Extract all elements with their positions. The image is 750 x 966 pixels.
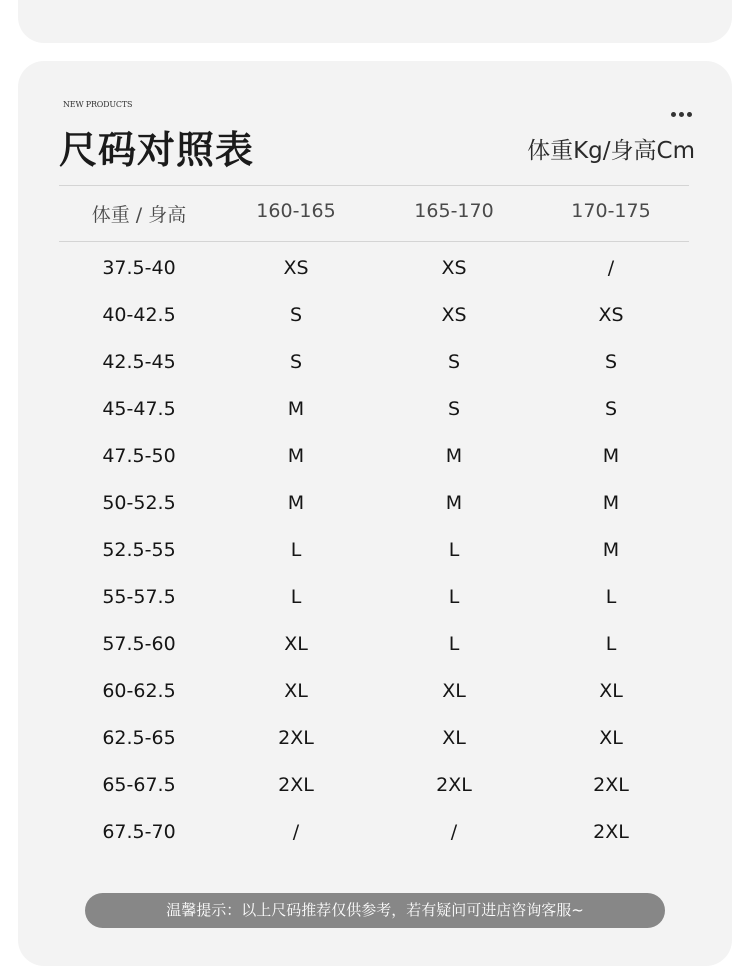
table-row	[18, 257, 732, 304]
size-cell: L	[290, 539, 302, 561]
size-cell: XL	[442, 680, 466, 702]
table-row	[18, 727, 732, 774]
weight-cell: 67.5-70	[102, 821, 176, 843]
size-cell: XL	[599, 727, 623, 749]
header-height-165-170: 165-170	[414, 200, 494, 222]
weight-cell: 37.5-40	[102, 257, 176, 279]
weight-cell: 60-62.5	[102, 680, 176, 702]
table-row	[18, 445, 732, 492]
size-cell: XS	[441, 257, 467, 279]
weight-cell: 57.5-60	[102, 633, 176, 655]
size-cell: XL	[284, 633, 308, 655]
size-cell: 2XL	[436, 774, 472, 796]
weight-cell: 62.5-65	[102, 727, 176, 749]
table-row	[18, 351, 732, 398]
more-dot	[679, 112, 684, 117]
size-cell: 2XL	[278, 727, 314, 749]
size-cell: XS	[283, 257, 309, 279]
weight-cell: 50-52.5	[102, 492, 176, 514]
size-cell: XS	[598, 304, 624, 326]
table-body	[18, 257, 732, 868]
size-cell: /	[292, 821, 300, 843]
table-row	[18, 680, 732, 727]
table-row	[18, 539, 732, 586]
header-divider-bottom	[59, 241, 689, 242]
size-chart-card	[18, 61, 732, 966]
size-cell: 2XL	[278, 774, 314, 796]
size-cell: /	[450, 821, 458, 843]
size-cell: XL	[599, 680, 623, 702]
new-products-tag: NEW PRODUCTS	[63, 100, 133, 109]
size-cell: L	[448, 633, 460, 655]
tip-banner: 温馨提示：以上尺码推荐仅供参考，若有疑问可进店咨询客服~	[85, 893, 665, 928]
size-cell: L	[605, 633, 617, 655]
size-cell: M	[602, 492, 620, 514]
size-cell: L	[448, 539, 460, 561]
size-cell: M	[287, 445, 305, 467]
header-divider-top	[59, 185, 689, 186]
size-cell: M	[602, 539, 620, 561]
size-cell: S	[604, 351, 618, 373]
size-cell: L	[448, 586, 460, 608]
weight-cell: 42.5-45	[102, 351, 176, 373]
weight-cell: 45-47.5	[102, 398, 176, 420]
weight-cell: 52.5-55	[102, 539, 176, 561]
weight-cell: 55-57.5	[102, 586, 176, 608]
size-cell: S	[447, 398, 461, 420]
more-dot	[687, 112, 692, 117]
weight-cell: 65-67.5	[102, 774, 176, 796]
table-row	[18, 586, 732, 633]
weight-cell: 40-42.5	[102, 304, 176, 326]
previous-card	[18, 0, 732, 43]
weight-cell: 47.5-50	[102, 445, 176, 467]
page-title: 尺码对照表	[59, 128, 255, 172]
size-cell: M	[287, 398, 305, 420]
table-row	[18, 633, 732, 680]
size-cell: XS	[441, 304, 467, 326]
size-cell: L	[290, 586, 302, 608]
size-cell: 2XL	[593, 774, 629, 796]
more-dot	[671, 112, 676, 117]
size-cell: 2XL	[593, 821, 629, 843]
size-cell: M	[445, 492, 463, 514]
size-cell: M	[602, 445, 620, 467]
size-cell: S	[289, 304, 303, 326]
table-row	[18, 492, 732, 539]
table-row	[18, 774, 732, 821]
size-cell: L	[605, 586, 617, 608]
table-row	[18, 304, 732, 351]
table-header	[18, 200, 732, 228]
size-cell: S	[604, 398, 618, 420]
size-cell: S	[289, 351, 303, 373]
size-cell: M	[445, 445, 463, 467]
more-horizontal-icon[interactable]	[671, 110, 693, 118]
table-row	[18, 821, 732, 868]
size-cell: XL	[284, 680, 308, 702]
header-height-170-175: 170-175	[571, 200, 651, 222]
size-cell: S	[447, 351, 461, 373]
unit-label: 体重Kg/身高Cm	[527, 138, 695, 164]
size-cell: M	[287, 492, 305, 514]
size-cell: XL	[442, 727, 466, 749]
size-cell: /	[607, 257, 615, 279]
header-height-160-165: 160-165	[256, 200, 336, 222]
header-weight-height: 体重 / 身高	[91, 204, 187, 226]
table-row	[18, 398, 732, 445]
